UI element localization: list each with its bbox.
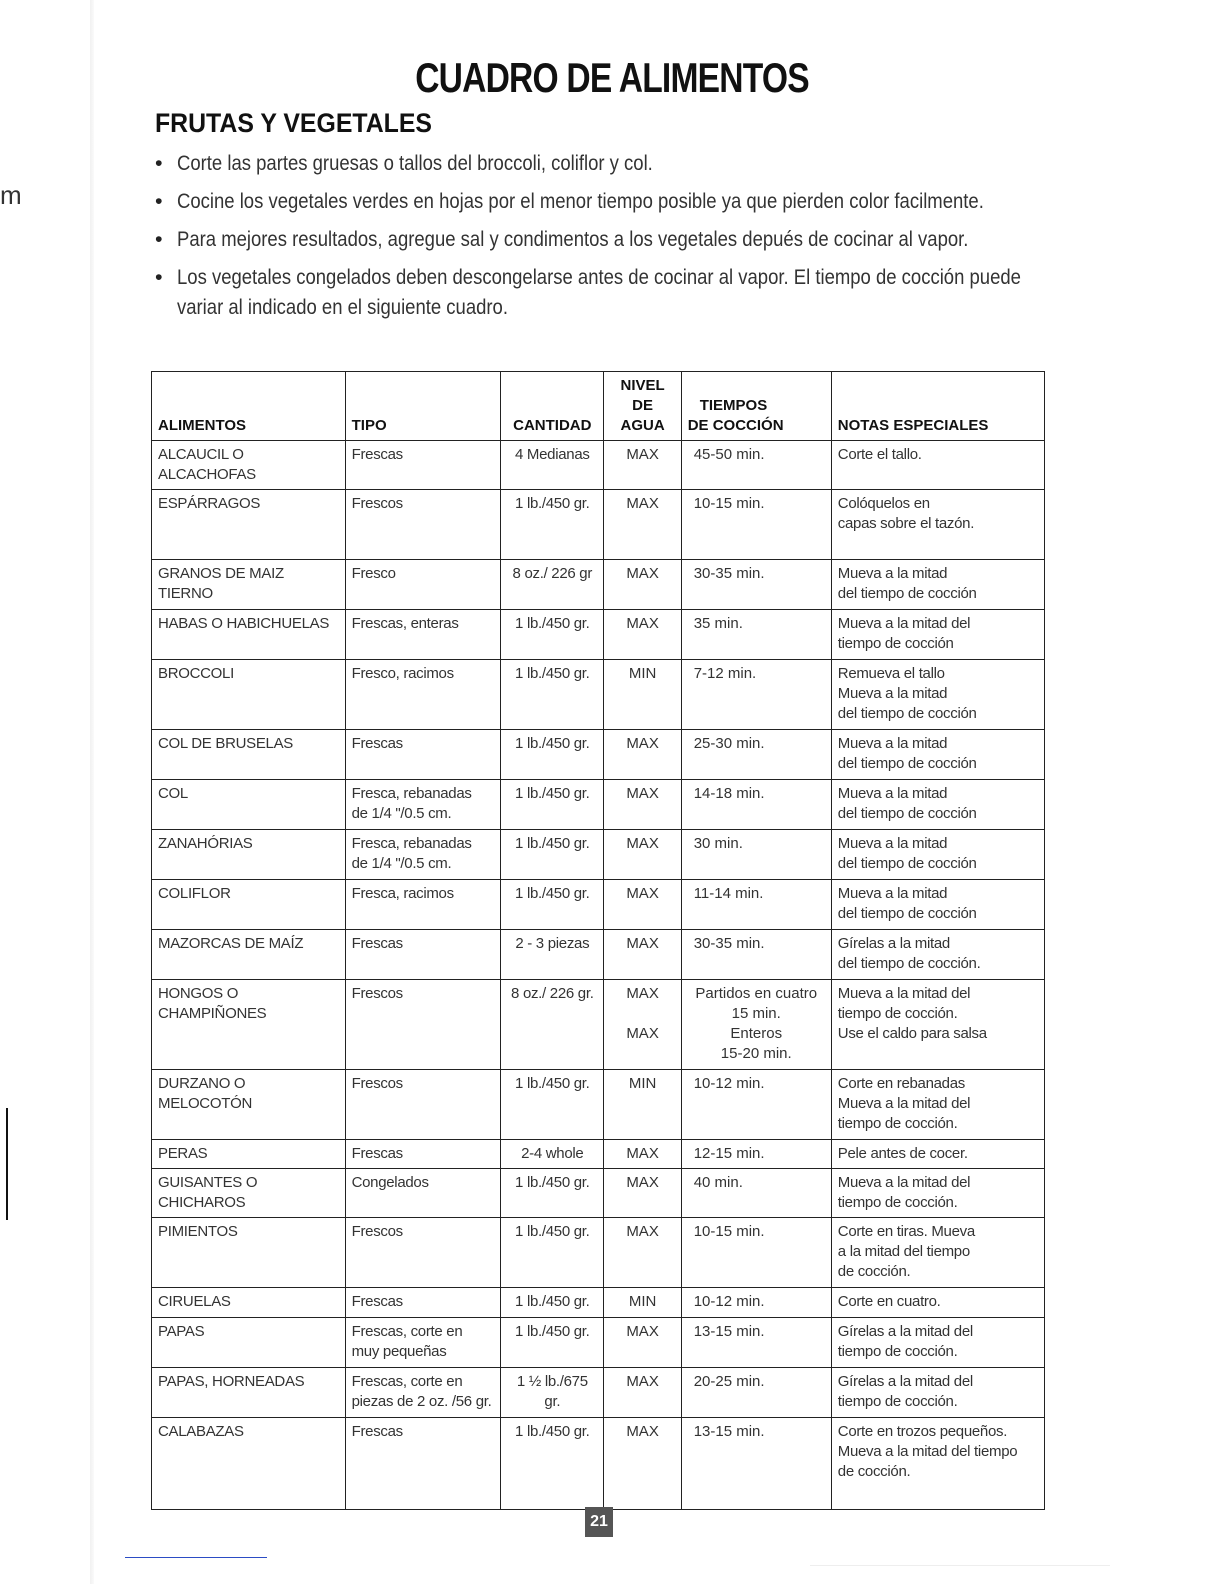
cell-tipo-line: Frescas [351, 1423, 403, 1440]
cell-tiempo-line: 13-15 min. [693, 1323, 765, 1340]
cell-tiempo [681, 560, 831, 610]
tip-text: Corte las partes gruesas o tallos del broccoli, coliflor y col. [177, 151, 653, 175]
cell-tipo [345, 830, 501, 880]
cell-tipo [345, 780, 501, 830]
cell-tipo-line: Frescos [351, 495, 403, 512]
header-nivel-agua-line1: NIVEL DE [620, 377, 665, 414]
table-row [152, 830, 1045, 880]
cell-notas-line: tiempo de cocción. [837, 1115, 958, 1132]
cell-tiempo [681, 1318, 831, 1368]
cell-notas-line: tiempo de cocción [837, 635, 954, 652]
cell-notas-line: Corte en tiras. Mueva [837, 1223, 975, 1240]
cell-notas-line: del tiempo de cocción [837, 585, 977, 602]
page-spine-shadow [90, 0, 94, 1584]
footer-rule [125, 1557, 267, 1558]
cell-tipo [345, 490, 501, 560]
header-tiempos-line2: DE COCCIÓN [687, 417, 784, 434]
cell-tiempo-line: 30-35 min. [693, 935, 765, 952]
header-nivel-agua [604, 372, 681, 441]
cell-nivel-agua-line: MAX [626, 1223, 659, 1240]
cell-nivel-agua-line: MAX [626, 565, 659, 582]
cell-tipo-line: Fresco, racimos [351, 665, 454, 682]
cell-notas-line: del tiempo de cocción. [837, 955, 981, 972]
cell-cantidad: 1 lb./450 gr. [501, 660, 604, 730]
cell-cantidad: 1 lb./450 gr. [501, 730, 604, 780]
cell-tiempo-line: 10-12 min. [693, 1293, 765, 1310]
cell-notas [831, 660, 1044, 730]
table-row [152, 930, 1045, 980]
table-row [152, 880, 1045, 930]
cell-notas-line: tiempo de cocción. [837, 1005, 958, 1022]
cell-notas-line: Mueva a la mitad [837, 685, 948, 702]
cell-nivel-agua-line: MAX [626, 1174, 659, 1191]
cell-tiempo [681, 730, 831, 780]
header-tiempos [681, 372, 831, 441]
cell-cantidad: 1 lb./450 gr. [501, 830, 604, 880]
cell-notas [831, 610, 1044, 660]
cell-alimento: COLIFLOR [152, 880, 346, 930]
cell-nivel-agua-line: MAX [626, 785, 659, 802]
cell-notas-line: tiempo de cocción. [837, 1194, 958, 1211]
cell-tiempo [681, 930, 831, 980]
cell-notas-line: Corte en cuatro. [837, 1293, 941, 1310]
table-row [152, 441, 1045, 490]
cell-nivel-agua [604, 1368, 681, 1418]
table-row [152, 1140, 1045, 1169]
cell-tipo-line: Frescas [351, 935, 403, 952]
cell-cantidad: 1 lb./450 gr. [501, 1169, 604, 1218]
cell-notas-line: del tiempo de cocción [837, 855, 977, 872]
cell-tipo [345, 1318, 501, 1368]
tip-item [155, 186, 1075, 216]
cell-nivel-agua-line: MAX [626, 835, 659, 852]
cell-cantidad: 8 oz./ 226 gr [501, 560, 604, 610]
cell-tipo [345, 610, 501, 660]
table-header-row [152, 372, 1045, 441]
cell-notas-line: Gírelas a la mitad del [837, 1323, 973, 1340]
cell-notas [831, 1288, 1044, 1318]
cell-tipo-line: Frescos [351, 985, 403, 1002]
cell-notas-line: del tiempo de cocción [837, 705, 977, 722]
food-chart-table [151, 371, 1045, 1510]
table-row [152, 730, 1045, 780]
cell-tiempo [681, 780, 831, 830]
cell-tiempo-line: 30 min. [693, 835, 743, 852]
cell-nivel-agua-line: MAX [626, 1145, 659, 1162]
cell-tipo-line: Frescas, corte en [351, 1323, 463, 1340]
cell-tiempo-line: Partidos en cuatro [695, 985, 818, 1002]
cell-notas-line: Corte en rebanadas [837, 1075, 965, 1092]
cell-tiempo-line: 15 min. [731, 1005, 781, 1022]
table-row [152, 1368, 1045, 1418]
cell-tiempo [681, 980, 831, 1070]
cell-nivel-agua [604, 1288, 681, 1318]
tip-text: Los vegetales congelados deben descongelarse antes de cocinar al vapor. El tiempo de cocción puede variar al indicado en el siguiente cuadro. [177, 265, 1021, 319]
cell-notas [831, 560, 1044, 610]
cell-nivel-agua [604, 980, 681, 1070]
cell-notas-line: Colóquelos en [837, 495, 930, 512]
cell-tiempo [681, 1218, 831, 1288]
cell-tipo [345, 1288, 501, 1318]
cell-notas [831, 830, 1044, 880]
cell-tiempo [681, 490, 831, 560]
cell-tiempo-line: 35 min. [693, 615, 743, 632]
cell-notas-line: del tiempo de cocción [837, 905, 977, 922]
cell-notas [831, 1169, 1044, 1218]
cell-cantidad: 8 oz./ 226 gr. [501, 980, 604, 1070]
cell-notas-line: del tiempo de cocción [837, 805, 977, 822]
cell-notas-line: Corte el tallo. [837, 446, 922, 463]
cell-notas-line: tiempo de cocción. [837, 1393, 958, 1410]
cell-notas [831, 1140, 1044, 1169]
cell-tiempo [681, 441, 831, 490]
cell-tipo-line: de 1/4 "/0.5 cm. [351, 855, 452, 872]
table-row [152, 490, 1045, 560]
cell-alimento: HABAS O HABICHUELAS [152, 610, 346, 660]
cell-nivel-agua-line: MAX [626, 615, 659, 632]
cell-tipo [345, 1418, 501, 1510]
cell-alimento: GRANOS DE MAIZ TIERNO [152, 560, 346, 610]
tips-list [155, 148, 1075, 330]
cell-tipo-line: Frescas [351, 446, 403, 463]
cell-cantidad: 1 lb./450 gr. [501, 610, 604, 660]
cell-notas-line: de cocción. [837, 1263, 911, 1280]
table-row [152, 560, 1045, 610]
margin-fragment-text: m [0, 180, 22, 210]
cell-nivel-agua-line: MAX [626, 735, 659, 752]
cell-alimento: MAZORCAS DE MAÍZ [152, 930, 346, 980]
cell-tipo [345, 880, 501, 930]
cell-notas-line: Mueva a la mitad [837, 835, 948, 852]
cell-tiempo-line: 30-35 min. [693, 565, 765, 582]
tip-item [155, 262, 1075, 322]
cell-nivel-agua [604, 780, 681, 830]
cell-tipo [345, 660, 501, 730]
tip-item [155, 224, 1075, 254]
cell-notas [831, 1318, 1044, 1368]
cell-nivel-agua [604, 490, 681, 560]
cell-nivel-agua-line: MAX [626, 885, 659, 902]
cell-notas [831, 880, 1044, 930]
cell-notas-line: Pele antes de cocer. [837, 1145, 968, 1162]
cell-notas-line: Mueva a la mitad del [837, 1174, 971, 1191]
cell-nivel-agua-line: MAX [626, 935, 659, 952]
cell-nivel-agua [604, 1418, 681, 1510]
cell-tipo-line: Frescas [351, 735, 403, 752]
cell-tiempo [681, 1368, 831, 1418]
cell-tiempo [681, 830, 831, 880]
cell-nivel-agua-line: MIN [628, 665, 657, 682]
cell-nivel-agua-line: MAX [626, 495, 659, 512]
cell-notas [831, 490, 1044, 560]
cell-tipo-line: Frescos [351, 1075, 403, 1092]
cell-tiempo [681, 660, 831, 730]
cell-nivel-agua [604, 880, 681, 930]
cell-nivel-agua-line: MAX [626, 1373, 659, 1390]
tip-item [155, 148, 1075, 178]
cell-tipo-line: Fresca, rebanadas [351, 835, 472, 852]
cell-tiempo-line: 40 min. [693, 1174, 743, 1191]
cell-nivel-agua-line: MAX [626, 985, 659, 1002]
cell-notas-line: del tiempo de cocción [837, 755, 977, 772]
cell-cantidad: 2 - 3 piezas [501, 930, 604, 980]
cell-nivel-agua [604, 441, 681, 490]
cell-notas [831, 730, 1044, 780]
header-cantidad: CANTIDAD [501, 372, 604, 441]
cell-notas-line: Gírelas a la mitad [837, 935, 950, 952]
cell-tipo [345, 441, 501, 490]
table-row [152, 1288, 1045, 1318]
cell-tipo-line: Frescas [351, 1293, 403, 1310]
cell-notas-line: a la mitad del tiempo [837, 1243, 970, 1260]
cell-tiempo-line: 10-15 min. [693, 1223, 765, 1240]
cell-notas [831, 780, 1044, 830]
cell-tiempo-line: 13-15 min. [693, 1423, 765, 1440]
table-row [152, 1169, 1045, 1218]
cell-nivel-agua [604, 1318, 681, 1368]
cell-cantidad: 2-4 whole [501, 1140, 604, 1169]
cell-notas-line: Use el caldo para salsa [837, 1025, 987, 1042]
cell-alimento: PAPAS, HORNEADAS [152, 1368, 346, 1418]
cell-notas [831, 1368, 1044, 1418]
cell-notas [831, 1418, 1044, 1510]
cell-tipo-line: Fresco [351, 565, 396, 582]
cell-notas [831, 1218, 1044, 1288]
tip-text: Cocine los vegetales verdes en hojas por el menor tiempo posible ya que pierden color facilmente. [177, 189, 984, 213]
cell-cantidad: 1 lb./450 gr. [501, 1418, 604, 1510]
cell-notas-line: Mueva a la mitad [837, 565, 948, 582]
cell-tiempo [681, 1169, 831, 1218]
cell-notas [831, 441, 1044, 490]
margin-bracket [0, 1108, 8, 1220]
table-body [152, 441, 1045, 1510]
cell-tiempo-line: 25-30 min. [693, 735, 765, 752]
cell-alimento: DURZANO O MELOCOTÓN [152, 1070, 346, 1140]
cell-notas [831, 980, 1044, 1070]
cell-tipo [345, 1368, 501, 1418]
cell-tipo-line: piezas de 2 oz. /56 gr. [351, 1393, 492, 1410]
cell-tipo [345, 1140, 501, 1169]
cell-notas-line: Remueva el tallo [837, 665, 945, 682]
cell-alimento: PIMIENTOS [152, 1218, 346, 1288]
cell-notas-line: Mueva a la mitad [837, 785, 948, 802]
tip-text: Para mejores resultados, agregue sal y condimentos a los vegetales depués de cocinar al vapor. [177, 227, 969, 251]
cell-notas-line: Mueva a la mitad del tiempo [837, 1443, 1018, 1460]
table-row [152, 1218, 1045, 1288]
cell-alimento: ALCAUCIL O ALCACHOFAS [152, 441, 346, 490]
cell-nivel-agua-line [610, 1004, 674, 1024]
cell-tiempo-line: 14-18 min. [693, 785, 765, 802]
cell-tipo-line: Fresca, racimos [351, 885, 454, 902]
header-alimentos: ALIMENTOS [152, 372, 346, 441]
cell-tipo-line: Frescos [351, 1223, 403, 1240]
cell-alimento: BROCCOLI [152, 660, 346, 730]
cell-tiempo [681, 1418, 831, 1510]
cell-alimento: CIRUELAS [152, 1288, 346, 1318]
cell-nivel-agua-line: MAX [626, 1423, 659, 1440]
cell-tipo [345, 980, 501, 1070]
cell-tipo-line: Congelados [351, 1174, 429, 1191]
cell-tipo-line: Frescas [351, 1145, 403, 1162]
table-row [152, 980, 1045, 1070]
cell-cantidad: 1 lb./450 gr. [501, 490, 604, 560]
section-title: FRUTAS Y VEGETALES [155, 108, 432, 138]
cell-tipo-line: de 1/4 "/0.5 cm. [351, 805, 452, 822]
cell-tiempo [681, 1070, 831, 1140]
cell-nivel-agua-line: MAX [626, 1323, 659, 1340]
table-row [152, 1070, 1045, 1140]
cell-cantidad: 1 lb./450 gr. [501, 1070, 604, 1140]
cell-cantidad: 1 lb./450 gr. [501, 780, 604, 830]
table-row [152, 1318, 1045, 1368]
cell-tipo [345, 1218, 501, 1288]
header-tiempos-line1: TIEMPOS [699, 397, 768, 414]
cell-nivel-agua [604, 830, 681, 880]
cell-alimento: PERAS [152, 1140, 346, 1169]
cell-nivel-agua [604, 1140, 681, 1169]
cell-tipo-line: Frescas, corte en [351, 1373, 463, 1390]
cell-tipo [345, 930, 501, 980]
cell-nivel-agua [604, 1169, 681, 1218]
header-nivel-agua-line2: AGUA [620, 417, 665, 434]
footer-rule-faint [810, 1565, 1110, 1566]
cell-notas-line: Mueva a la mitad [837, 735, 948, 752]
cell-notas-line: Gírelas a la mitad del [837, 1373, 973, 1390]
cell-tiempo [681, 880, 831, 930]
cell-tiempo-line: 7-12 min. [693, 665, 757, 682]
cell-alimento: ESPÁRRAGOS [152, 490, 346, 560]
cell-tipo [345, 560, 501, 610]
cell-tiempo [681, 610, 831, 660]
cell-cantidad: 1 lb./450 gr. [501, 1288, 604, 1318]
cell-tiempo-line: 15-20 min. [720, 1045, 792, 1062]
cell-nivel-agua [604, 730, 681, 780]
header-tipo: TIPO [345, 372, 501, 441]
cell-tiempo-line: 12-15 min. [693, 1145, 765, 1162]
cell-nivel-agua [604, 560, 681, 610]
cell-tiempo-line: 45-50 min. [693, 446, 765, 463]
table-row [152, 660, 1045, 730]
cell-notas-line: Corte en trozos pequeños. [837, 1423, 1008, 1440]
cell-tipo-line: Frescas, enteras [351, 615, 459, 632]
page-number-badge: 21 [585, 1507, 613, 1537]
cell-cantidad: 1 lb./450 gr. [501, 880, 604, 930]
cell-notas-line: Mueva a la mitad del [837, 1095, 971, 1112]
cell-notas [831, 930, 1044, 980]
cell-tipo-line: muy pequeñas [351, 1343, 447, 1360]
cell-tiempo [681, 1140, 831, 1169]
cell-nivel-agua [604, 660, 681, 730]
table-row [152, 1418, 1045, 1510]
cell-notas-line: tiempo de cocción. [837, 1343, 958, 1360]
cell-notas-line: Mueva a la mitad del [837, 615, 971, 632]
cell-tiempo-line: 10-12 min. [693, 1075, 765, 1092]
cell-alimento: ZANAHÓRIAS [152, 830, 346, 880]
cell-tipo [345, 730, 501, 780]
cell-alimento: PAPAS [152, 1318, 346, 1368]
cell-nivel-agua [604, 610, 681, 660]
cell-alimento: COL [152, 780, 346, 830]
cell-notas-line: Mueva a la mitad [837, 885, 948, 902]
cell-tiempo-line: 11-14 min. [693, 885, 764, 902]
cell-notas [831, 1070, 1044, 1140]
cell-tiempo [681, 1288, 831, 1318]
cell-cantidad: 1 lb./450 gr. [501, 1318, 604, 1368]
cell-cantidad: 1 ½ lb./675 gr. [501, 1368, 604, 1418]
table-row [152, 610, 1045, 660]
cell-nivel-agua-line: MAX [626, 446, 659, 463]
cell-notas-line: capas sobre el tazón. [837, 515, 975, 532]
page-title: CUADRO DE ALIMENTOS [415, 54, 809, 101]
cell-nivel-agua [604, 930, 681, 980]
cell-alimento: COL DE BRUSELAS [152, 730, 346, 780]
cell-alimento: CALABAZAS [152, 1418, 346, 1510]
cell-notas-line: de cocción. [837, 1463, 911, 1480]
cell-tiempo-line: Enteros [730, 1025, 783, 1042]
table-row [152, 780, 1045, 830]
cell-tipo [345, 1070, 501, 1140]
cell-tipo-line: Fresca, rebanadas [351, 785, 472, 802]
cell-nivel-agua [604, 1218, 681, 1288]
header-notas: NOTAS ESPECIALES [831, 372, 1044, 441]
cell-cantidad: 4 Medianas [501, 441, 604, 490]
cell-nivel-agua-line: MIN [628, 1293, 657, 1310]
cell-nivel-agua-line: MAX [626, 1025, 659, 1042]
cell-alimento: GUISANTES O CHICHAROS [152, 1169, 346, 1218]
cell-notas-line: Mueva a la mitad del [837, 985, 971, 1002]
cell-nivel-agua-line: MIN [628, 1075, 657, 1092]
cell-cantidad: 1 lb./450 gr. [501, 1218, 604, 1288]
cell-tiempo-line: 20-25 min. [693, 1373, 765, 1390]
cell-nivel-agua [604, 1070, 681, 1140]
cell-tipo [345, 1169, 501, 1218]
cell-alimento: HONGOS O CHAMPIÑONES [152, 980, 346, 1070]
cell-tiempo-line: 10-15 min. [693, 495, 765, 512]
